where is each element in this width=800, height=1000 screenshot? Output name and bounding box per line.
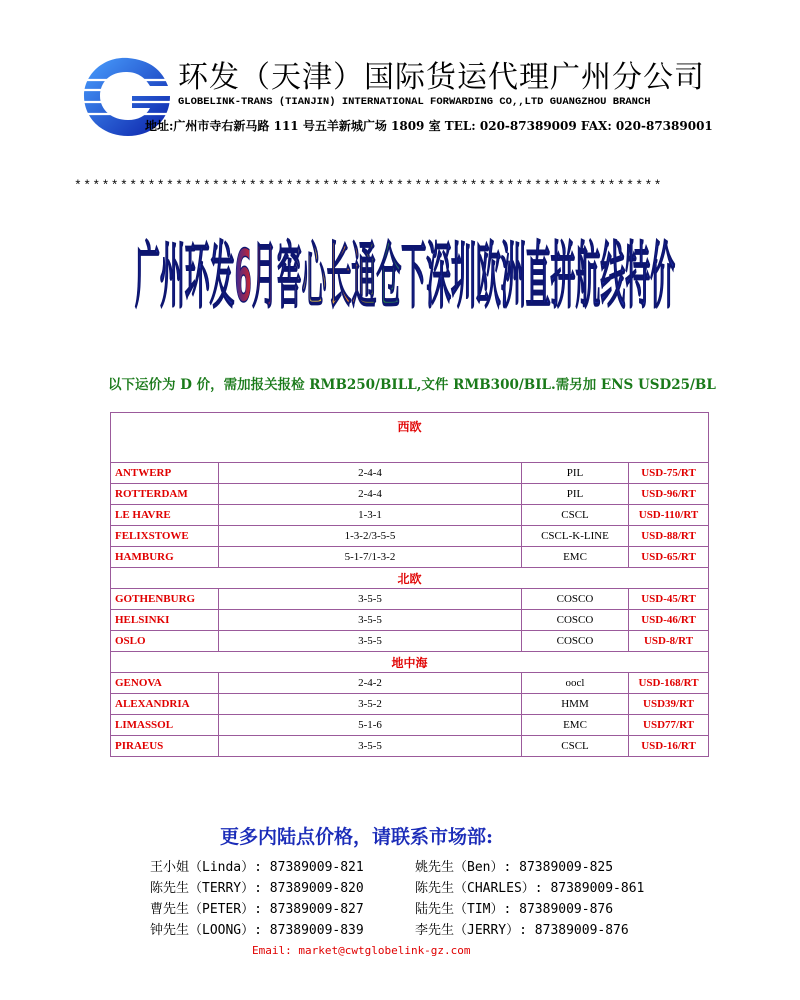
price-cell: USD-65/RT [629,547,709,568]
schedule-cell: 3-5-5 [219,610,522,631]
region-header-row [111,652,709,673]
price-cell: USD-110/RT [629,505,709,526]
contact-entry: 曹先生（PETER）: 87389009-827 [150,902,364,917]
price-cell: USD-45/RT [629,589,709,610]
table-row [111,526,709,547]
contact-entry: 陆先生（TIM）: 87389009-876 [415,902,614,917]
schedule-cell: 3-5-5 [219,631,522,652]
port-cell: ROTTERDAM [111,484,219,505]
carrier-cell: EMC [522,547,629,568]
port-cell: FELIXSTOWE [111,526,219,547]
schedule-cell: 2-4-4 [219,484,522,505]
carrier-cell: COSCO [522,610,629,631]
schedule-cell: 5-1-6 [219,715,522,736]
banner-text: 广州环发6月窖心长通仓下深圳欧洲直拼航线特价 [135,233,676,319]
contact-row [150,898,710,919]
price-cell: USD-96/RT [629,484,709,505]
region-name: 地中海 [111,652,709,673]
promo-banner-title [125,225,685,335]
contact-list [150,856,710,940]
table-row [111,610,709,631]
contact-entry: 钟先生（LOONG）: 87389009-839 [150,923,364,938]
table-row [111,547,709,568]
price-cell: USD-168/RT [629,673,709,694]
contact-entry: 陈先生（TERRY）: 87389009-820 [150,881,364,896]
schedule-cell: 2-4-4 [219,463,522,484]
carrier-cell: oocl [522,673,629,694]
port-cell: GOTHENBURG [111,589,219,610]
port-cell: GENOVA [111,673,219,694]
port-cell: HAMBURG [111,547,219,568]
price-cell: USD-75/RT [629,463,709,484]
schedule-cell: 3-5-2 [219,694,522,715]
schedule-cell: 1-3-2/3-5-5 [219,526,522,547]
carrier-cell: COSCO [522,589,629,610]
table-row [111,484,709,505]
port-cell: ALEXANDRIA [111,694,219,715]
schedule-cell: 3-5-5 [219,589,522,610]
carrier-cell: PIL [522,484,629,505]
table-row [111,589,709,610]
table-row [111,694,709,715]
contact-entry: 李先生（JERRY）: 87389009-876 [415,923,629,938]
region-name: 北欧 [111,568,709,589]
table-row [111,631,709,652]
port-cell: LE HAVRE [111,505,219,526]
port-cell: HELSINKI [111,610,219,631]
price-note: 以下运价为 D 价，需加报关报检 RMB250/BILL,文件 RMB300/BIL.需另加 ENS USD25/BL [108,377,716,393]
table-row [111,736,709,757]
price-cell: USD-8/RT [629,631,709,652]
carrier-cell: CSCL [522,736,629,757]
price-cell: USD-46/RT [629,610,709,631]
contact-title: 更多内陆点价格，请联系市场部: [220,826,494,848]
schedule-cell: 2-4-2 [219,673,522,694]
carrier-cell: CSCL [522,505,629,526]
port-cell: OSLO [111,631,219,652]
price-cell: USD77/RT [629,715,709,736]
contact-row [150,877,710,898]
schedule-cell: 5-1-7/1-3-2 [219,547,522,568]
contact-entry: 王小姐（Linda）: 87389009-821 [150,860,364,875]
carrier-cell: EMC [522,715,629,736]
price-cell: USD39/RT [629,694,709,715]
region-header-row [111,413,709,463]
carrier-cell: HMM [522,694,629,715]
email-link[interactable]: Email: market@cwtglobelink-gz.com [252,944,471,957]
region-name: 西欧 [111,413,709,463]
price-cell: USD-16/RT [629,736,709,757]
table-row [111,673,709,694]
port-cell: ANTWERP [111,463,219,484]
region-header-row [111,568,709,589]
rates-table [110,412,709,757]
contact-entry: 姚先生（Ben）: 87389009-825 [415,860,614,875]
company-address: 地址:广州市寺右新马路 111 号五羊新城广场 1809 室 TEL: 020-87389009 FAX: 020-87389001 [145,119,713,133]
table-row [111,463,709,484]
schedule-cell: 3-5-5 [219,736,522,757]
contact-row [150,856,710,877]
carrier-cell: PIL [522,463,629,484]
company-name-en: GLOBELINK-TRANS (TIANJIN) INTERNATIONAL FORWARDING CO,,LTD GUANGZHOU BRANCH [178,96,651,108]
port-cell: LIMASSOL [111,715,219,736]
contact-row [150,919,710,940]
carrier-cell: COSCO [522,631,629,652]
carrier-cell: CSCL-K-LINE [522,526,629,547]
company-name-cn: 环发（天津）国际货运代理广州分公司 [178,60,705,95]
star-divider: **************************************************************** [74,178,663,193]
table-row [111,505,709,526]
price-cell: USD-88/RT [629,526,709,547]
schedule-cell: 1-3-1 [219,505,522,526]
port-cell: PIRAEUS [111,736,219,757]
table-row [111,715,709,736]
contact-entry: 陈先生（CHARLES）: 87389009-861 [415,881,645,896]
